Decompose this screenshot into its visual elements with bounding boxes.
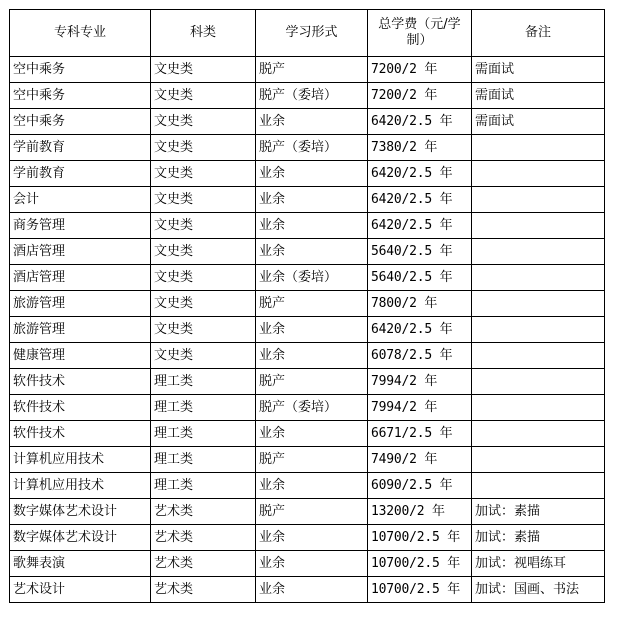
table-row	[10, 395, 605, 421]
cell-major: 健康管理	[10, 343, 151, 369]
cell-category: 理工类	[151, 421, 256, 447]
cell-remark	[472, 135, 605, 161]
cell-total-fee: 6420/2.5 年	[368, 187, 472, 213]
cell-category: 文史类	[151, 135, 256, 161]
cell-major: 数字媒体艺术设计	[10, 499, 151, 525]
cell-category: 文史类	[151, 239, 256, 265]
cell-remark	[472, 213, 605, 239]
cell-major: 软件技术	[10, 369, 151, 395]
cell-total-fee: 13200/2 年	[368, 499, 472, 525]
table-row	[10, 239, 605, 265]
cell-total-fee: 7200/2 年	[368, 57, 472, 83]
cell-remark	[472, 473, 605, 499]
cell-major: 软件技术	[10, 395, 151, 421]
cell-study-mode: 脱产	[256, 57, 368, 83]
cell-category: 理工类	[151, 473, 256, 499]
cell-category: 文史类	[151, 265, 256, 291]
cell-remark: 加试：素描	[472, 525, 605, 551]
cell-remark: 加试：视唱练耳	[472, 551, 605, 577]
cell-study-mode: 业余	[256, 161, 368, 187]
tuition-table	[9, 9, 605, 603]
cell-study-mode: 业余	[256, 343, 368, 369]
cell-remark: 需面试	[472, 109, 605, 135]
cell-total-fee: 6420/2.5 年	[368, 161, 472, 187]
cell-study-mode: 业余	[256, 421, 368, 447]
cell-total-fee: 10700/2.5 年	[368, 551, 472, 577]
cell-major: 会计	[10, 187, 151, 213]
cell-category: 文史类	[151, 161, 256, 187]
cell-category: 理工类	[151, 369, 256, 395]
cell-study-mode: 业余	[256, 577, 368, 603]
cell-total-fee: 7994/2 年	[368, 395, 472, 421]
cell-remark	[472, 291, 605, 317]
cell-category: 艺术类	[151, 577, 256, 603]
table-row	[10, 83, 605, 109]
cell-category: 艺术类	[151, 525, 256, 551]
header-remark: 备注	[472, 10, 605, 57]
header-total-fee: 总学费（元/学制）	[368, 10, 472, 57]
table-row	[10, 317, 605, 343]
header-major: 专科专业	[10, 10, 151, 57]
cell-study-mode: 业余	[256, 525, 368, 551]
cell-remark	[472, 187, 605, 213]
cell-study-mode: 业余	[256, 551, 368, 577]
cell-major: 软件技术	[10, 421, 151, 447]
cell-major: 空中乘务	[10, 57, 151, 83]
cell-category: 艺术类	[151, 551, 256, 577]
table-row	[10, 577, 605, 603]
cell-remark: 需面试	[472, 83, 605, 109]
cell-study-mode: 业余	[256, 317, 368, 343]
cell-major: 计算机应用技术	[10, 447, 151, 473]
cell-remark: 需面试	[472, 57, 605, 83]
cell-total-fee: 7380/2 年	[368, 135, 472, 161]
cell-category: 文史类	[151, 83, 256, 109]
cell-study-mode: 脱产	[256, 369, 368, 395]
cell-total-fee: 10700/2.5 年	[368, 577, 472, 603]
cell-total-fee: 6078/2.5 年	[368, 343, 472, 369]
table-row	[10, 161, 605, 187]
cell-total-fee: 7490/2 年	[368, 447, 472, 473]
cell-study-mode: 业余	[256, 213, 368, 239]
cell-study-mode: 业余	[256, 239, 368, 265]
table-row	[10, 369, 605, 395]
table-body	[10, 57, 605, 603]
cell-remark	[472, 317, 605, 343]
cell-study-mode: 脱产	[256, 447, 368, 473]
cell-remark	[472, 161, 605, 187]
cell-category: 文史类	[151, 213, 256, 239]
cell-category: 理工类	[151, 395, 256, 421]
cell-major: 计算机应用技术	[10, 473, 151, 499]
table-row	[10, 213, 605, 239]
cell-total-fee: 6090/2.5 年	[368, 473, 472, 499]
cell-major: 酒店管理	[10, 239, 151, 265]
cell-total-fee: 6420/2.5 年	[368, 213, 472, 239]
header-study-mode: 学习形式	[256, 10, 368, 57]
cell-remark	[472, 239, 605, 265]
cell-major: 空中乘务	[10, 83, 151, 109]
cell-major: 旅游管理	[10, 291, 151, 317]
cell-major: 酒店管理	[10, 265, 151, 291]
cell-study-mode: 业余	[256, 187, 368, 213]
cell-study-mode: 业余	[256, 109, 368, 135]
cell-total-fee: 6420/2.5 年	[368, 317, 472, 343]
table-row	[10, 343, 605, 369]
table-row	[10, 525, 605, 551]
cell-major: 空中乘务	[10, 109, 151, 135]
cell-category: 文史类	[151, 109, 256, 135]
cell-major: 数字媒体艺术设计	[10, 525, 151, 551]
cell-study-mode: 脱产（委培）	[256, 135, 368, 161]
cell-remark: 加试：素描	[472, 499, 605, 525]
cell-remark	[472, 447, 605, 473]
table-row	[10, 265, 605, 291]
cell-category: 文史类	[151, 187, 256, 213]
cell-total-fee: 7994/2 年	[368, 369, 472, 395]
table-row	[10, 187, 605, 213]
table-row	[10, 447, 605, 473]
cell-major: 学前教育	[10, 161, 151, 187]
cell-major: 商务管理	[10, 213, 151, 239]
cell-remark	[472, 265, 605, 291]
cell-study-mode: 脱产（委培）	[256, 395, 368, 421]
cell-total-fee: 6420/2.5 年	[368, 109, 472, 135]
cell-major: 旅游管理	[10, 317, 151, 343]
cell-major: 学前教育	[10, 135, 151, 161]
header-category: 科类	[151, 10, 256, 57]
table-row	[10, 421, 605, 447]
table-header-row	[10, 10, 605, 57]
cell-study-mode: 脱产（委培）	[256, 83, 368, 109]
cell-category: 文史类	[151, 317, 256, 343]
cell-category: 文史类	[151, 57, 256, 83]
cell-remark	[472, 343, 605, 369]
table-row	[10, 109, 605, 135]
cell-category: 文史类	[151, 291, 256, 317]
table-row	[10, 499, 605, 525]
cell-remark: 加试：国画、书法	[472, 577, 605, 603]
cell-total-fee: 6671/2.5 年	[368, 421, 472, 447]
table-row	[10, 551, 605, 577]
cell-study-mode: 业余	[256, 473, 368, 499]
cell-total-fee: 10700/2.5 年	[368, 525, 472, 551]
cell-total-fee: 7800/2 年	[368, 291, 472, 317]
cell-major: 歌舞表演	[10, 551, 151, 577]
cell-remark	[472, 395, 605, 421]
table-row	[10, 473, 605, 499]
table-row	[10, 135, 605, 161]
cell-major: 艺术设计	[10, 577, 151, 603]
table-row	[10, 291, 605, 317]
cell-total-fee: 5640/2.5 年	[368, 265, 472, 291]
cell-remark	[472, 369, 605, 395]
cell-category: 文史类	[151, 343, 256, 369]
cell-study-mode: 脱产	[256, 291, 368, 317]
cell-category: 理工类	[151, 447, 256, 473]
table-row	[10, 57, 605, 83]
cell-study-mode: 脱产	[256, 499, 368, 525]
cell-remark	[472, 421, 605, 447]
cell-study-mode: 业余（委培）	[256, 265, 368, 291]
cell-category: 艺术类	[151, 499, 256, 525]
cell-total-fee: 7200/2 年	[368, 83, 472, 109]
cell-total-fee: 5640/2.5 年	[368, 239, 472, 265]
